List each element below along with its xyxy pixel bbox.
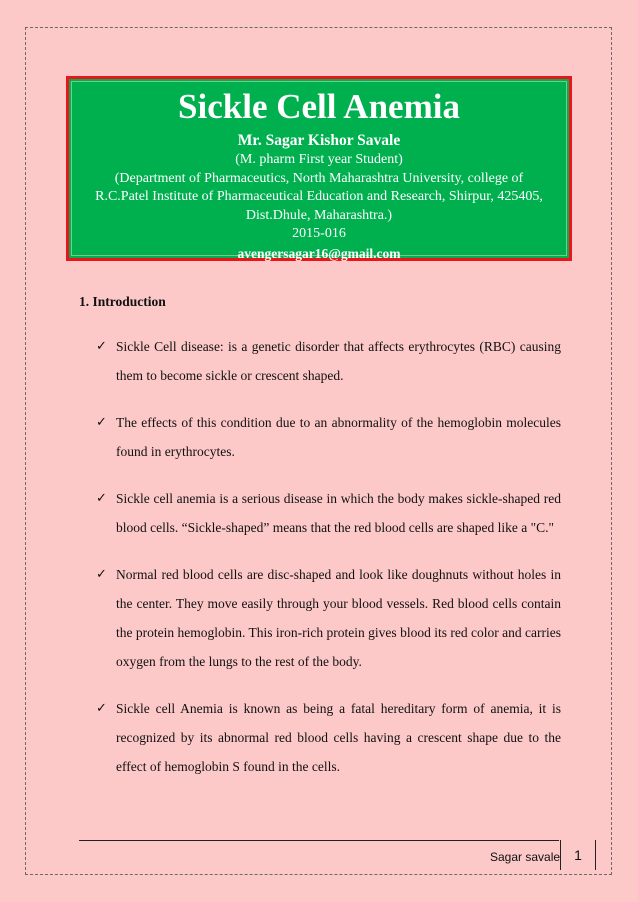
title-box: [66, 76, 572, 261]
bullet-text: Sickle cell anemia is a serious disease in which the body makes sickle-shaped red blood cells. “Sickle-shaped” means that the red blood cells are shaped like a "C.": [116, 491, 561, 535]
list-item: [96, 484, 561, 542]
affiliation-line-3: Dist.Dhule, Maharashtra.): [245, 207, 393, 223]
list-item: [96, 408, 561, 466]
list-item: [96, 694, 561, 781]
author-name: Mr. Sagar Kishor Savale: [237, 132, 401, 149]
title-box-inner: [71, 81, 567, 261]
bullet-text: Sickle cell Anemia is known as being a fatal hereditary form of anemia, it is recognized by its abnormal red blood cells having a crescent shape due to the effect of hemoglobin S found in the cells.: [116, 701, 561, 774]
check-icon: ✓: [96, 567, 107, 582]
affiliation-line-1: (Department of Pharmaceutics, North Maharashtra University, college of: [114, 170, 524, 186]
list-item: [96, 560, 561, 676]
affiliation-line-2: R.C.Patel Institute of Pharmaceutical Education and Research, Shirpur, 425405,: [95, 189, 543, 204]
check-icon: ✓: [96, 415, 107, 430]
author-position: (M. pharm First year Student): [235, 152, 403, 167]
footer-author: Sagar savale: [490, 850, 561, 864]
author-email: avengersagar16@gmail.com: [237, 245, 401, 261]
check-icon: ✓: [96, 701, 107, 716]
bullet-list: [96, 332, 561, 799]
document-title: Sickle Cell Anemia: [178, 87, 460, 126]
check-icon: ✓: [96, 339, 107, 354]
list-item: [96, 332, 561, 390]
section-heading: 1. Introduction: [79, 294, 166, 309]
check-icon: ✓: [96, 491, 107, 506]
bullet-text: Normal red blood cells are disc-shaped and look like doughnuts without holes in the center. They move easily through your blood vessels. Red blood cells contain the protein hemoglobin. This iron-rich protein gives blood its red color and carries oxygen from the lungs to the rest of the body.: [116, 567, 561, 669]
academic-year: 2015-016: [292, 226, 346, 241]
bullet-text: The effects of this condition due to an abnormality of the hemoglobin molecules found in erythrocytes.: [116, 415, 561, 459]
bullet-text: Sickle Cell disease: is a genetic disorder that affects erythrocytes (RBC) causing them to become sickle or crescent shaped.: [116, 339, 561, 383]
page-number: 1: [560, 840, 596, 870]
footer-rule: [79, 840, 559, 841]
